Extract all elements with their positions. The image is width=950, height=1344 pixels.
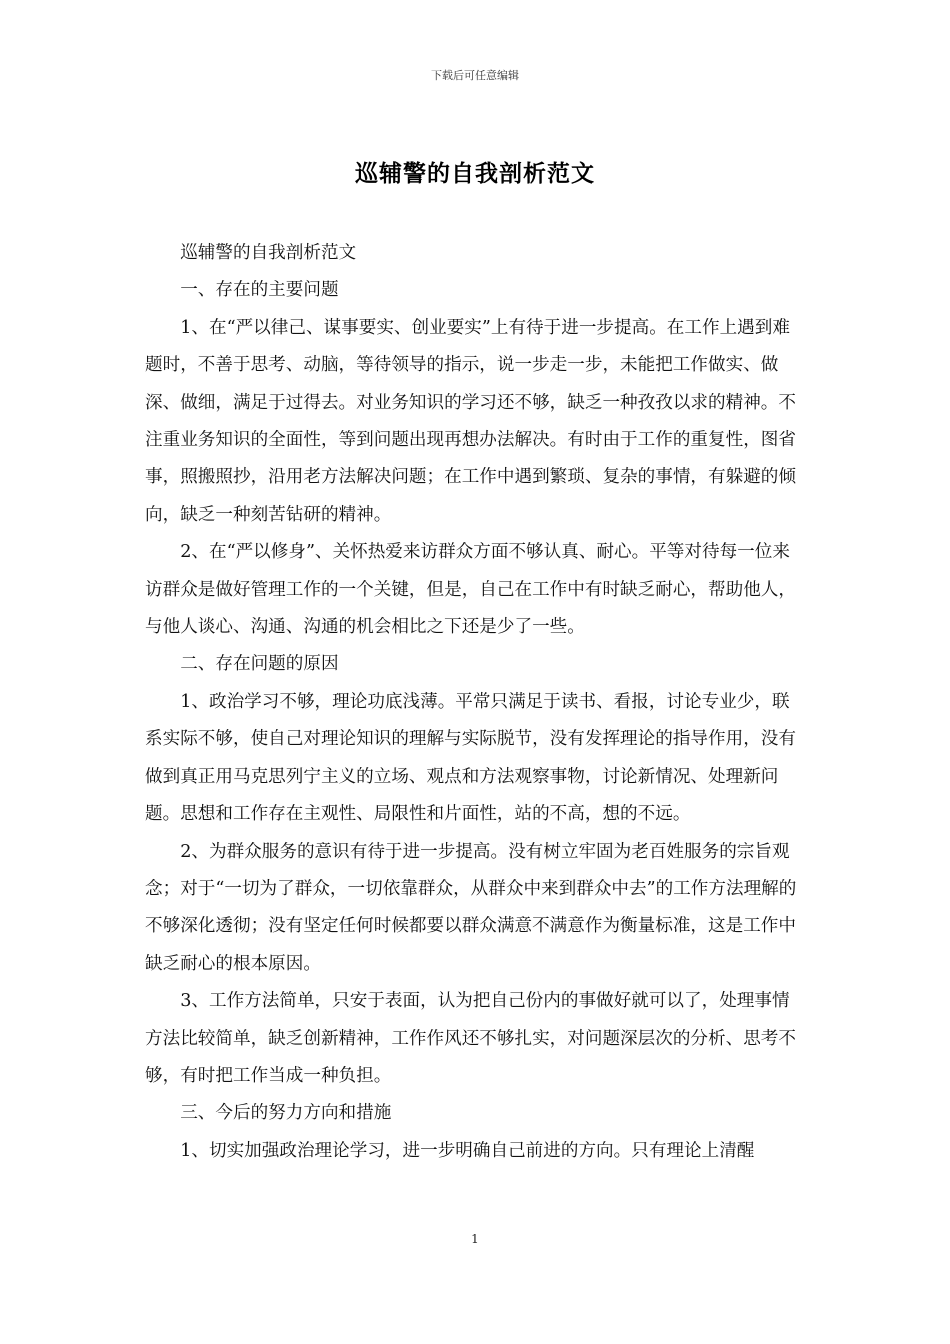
section-heading: 三、今后的努力方向和措施 (180, 1103, 392, 1124)
page-number: 1 (471, 1232, 479, 1246)
paragraph: 1、在“严以律己、谋事要实、创业要实”上有待于进一步提高。在工作上遇到难题时，不善于思考、动脑，等待领导的指示，说一步走一步，未能把工作做实、做深、做细，满足于过得去。对业务知识的学习还不够，缺乏一种孜孜以求的精神。不注重业务知识的全面性，等到问题出现再想办法解决。有时由于工作的重复性，图省事，照搬照抄，沿用老方法解决问题；在工作中遇到繁琐、复杂的事情，有躲避的倾向，缺乏一种刻苦钻研的精神。 (145, 317, 796, 525)
section-heading: 二、存在问题的原因 (180, 654, 339, 675)
document-body (145, 235, 805, 1170)
paragraph: 1、政治学习不够，理论功底浅薄。平常只满足于读书、看报，讨论专业少，联系实际不够，使自己对理论知识的理解与实际脱节，没有发挥理论的指导作用，没有做到真正用马克思列宁主义的立场、观点和方法观察事物，讨论新情况、处理新问题。思想和工作存在主观性、局限性和片面性，站的不高，想的不远。 (145, 691, 796, 825)
paragraph: 2、为群众服务的意识有待于进一步提高。没有树立牢固为老百姓服务的宗旨观念；对于“一切为了群众，一切依靠群众，从群众中来到群众中去”的工作方法理解的不够深化透彻；没有坚定任何时候都要以群众满意不满意作为衡量标准，这是工作中缺乏耐心的根本原因。 (145, 841, 797, 974)
paragraph: 3、工作方法简单，只安于表面，认为把自己份内的事做好就可以了，处理事情方法比较简单，缺乏创新精神，工作作风还不够扎实，对问题深层次的分析、思考不够，有时把工作当成一种负担。 (145, 991, 796, 1086)
paragraph: 1、切实加强政治理论学习，进一步明确自己前进的方向。只有理论上清醒 (180, 1140, 755, 1161)
paragraph: 巡辅警的自我剖析范文 (180, 243, 357, 263)
paragraph: 2、在“严以修身”、关怀热爱来访群众方面不够认真、耐心。平等对待每一位来访群众是做好管理工作的一个关键，但是，自己在工作中有时缺乏耐心，帮助他人，与他人谈心、沟通、沟通的机会相比之下还是少了一些。 (145, 542, 796, 638)
page-header: 下载后可任意编辑 (431, 69, 519, 82)
document-title: 巡辅警的自我剖析范文 (355, 160, 595, 187)
section-heading: 一、存在的主要问题 (180, 280, 339, 301)
